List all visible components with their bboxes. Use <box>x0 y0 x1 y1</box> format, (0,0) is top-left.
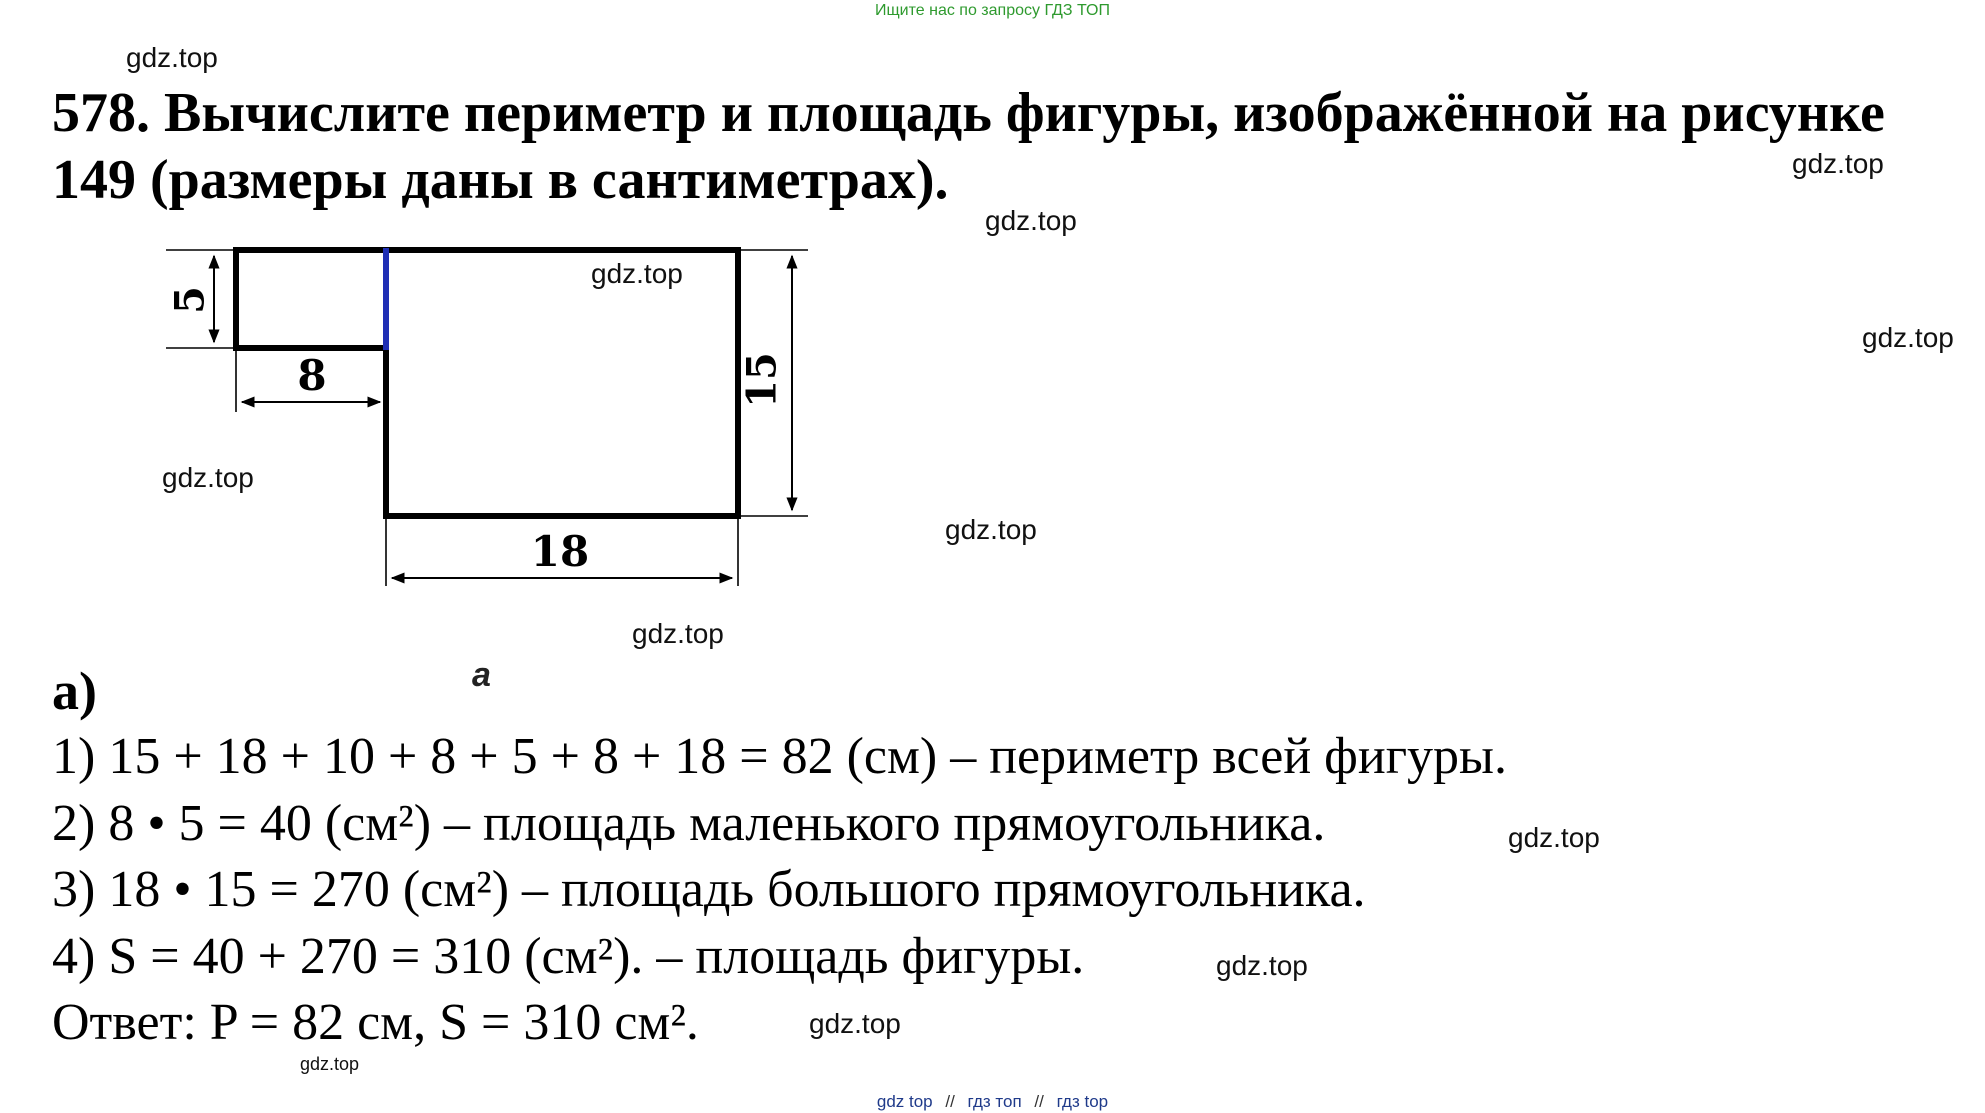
dimension-lines <box>214 256 792 578</box>
solution-step-4: 4) S = 40 + 270 = 310 (см²). – площадь фигуры. <box>52 927 1085 985</box>
part-label: а) <box>52 661 97 721</box>
watermark: gdz.top <box>632 618 724 649</box>
footer-link-gdz-top[interactable]: gdz top <box>876 1092 933 1111</box>
dim-label-big-height: 15 <box>738 352 786 408</box>
solution-step-1: 1) 15 + 18 + 10 + 8 + 5 + 8 + 18 = 82 (см) – периметр всей фигуры. <box>52 728 1507 785</box>
watermark: gdz.top <box>945 514 1037 545</box>
figure-149 <box>150 228 820 598</box>
watermark: gdz.top <box>162 462 254 493</box>
dim-label-small-width: 8 <box>297 351 327 400</box>
extension-lines <box>166 250 808 586</box>
watermark: gdz.top <box>809 1008 901 1039</box>
watermark: gdz.top <box>1862 322 1954 353</box>
footer-links <box>0 1092 1985 1112</box>
watermark: gdz.top <box>1792 148 1884 179</box>
watermark: gdz.top <box>985 205 1077 236</box>
footer-separator: // <box>1034 1092 1044 1111</box>
answer-line: Ответ: P = 82 см, S = 310 см². <box>52 994 699 1051</box>
dim-label-small-height: 5 <box>166 286 214 314</box>
dim-label-big-width: 18 <box>530 527 590 576</box>
watermark: gdz.top <box>1216 950 1308 981</box>
footer-link-gdz-top-mixed[interactable]: гдз top <box>1056 1092 1109 1111</box>
title-line-1: 578. Вычислите периметр и площадь фигуры, изображённой на рисунке <box>52 82 1885 144</box>
problem-title <box>52 80 1985 214</box>
solution-steps <box>52 724 1507 1057</box>
watermark: gdz.top <box>591 258 683 289</box>
solution-step-3: 3) 18 • 15 = 270 (см²) – площадь большого прямоугольника. <box>52 861 1366 918</box>
search-banner[interactable]: Ищите нас по запросу ГДЗ ТОП <box>875 2 1110 19</box>
watermark: gdz.top <box>300 1054 360 1074</box>
watermark: gdz.top <box>126 42 218 73</box>
solution-step-2: 2) 8 • 5 = 40 (см²) – площадь маленького прямоугольника. <box>52 794 1326 852</box>
footer-link-gdz-top-ru[interactable]: гдз топ <box>967 1092 1022 1111</box>
footer-separator: // <box>945 1092 955 1111</box>
figure-caption: а <box>472 656 491 694</box>
title-line-2: 149 (размеры даны в сантиметрах). <box>52 149 949 211</box>
watermark: gdz.top <box>1508 822 1600 853</box>
